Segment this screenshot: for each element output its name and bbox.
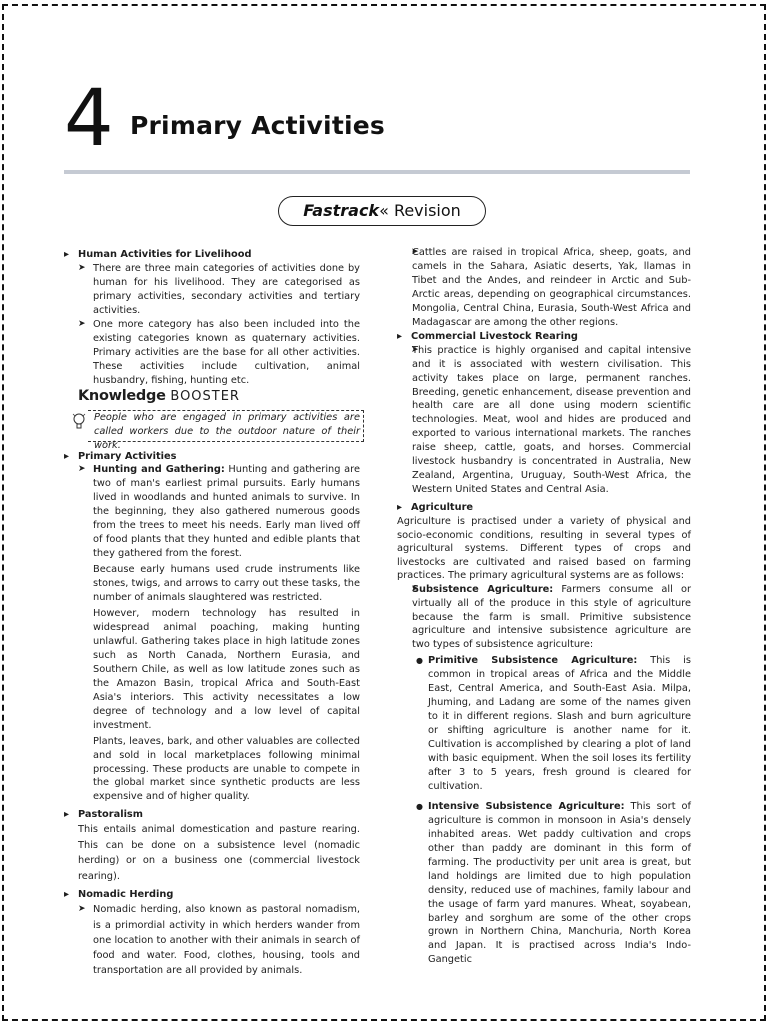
- sub-point: ➤ There are three main categories of activities done by human for his livelihood. They are categorised as primary activities, secondary activities and tertiary activities.: [64, 262, 360, 318]
- bullet-text: This is common in tropical areas of Africa and the Middle East, Central America, and South-East Asia. Milpa, Jhuming, and Ladang are some of the names given to it in different regions. Slash and burn agriculture or shifting agriculture is another name for it. Cultivation is accomplished by clearing a plot of land with basic equipment. When the soil loses its fertility after 3 to 5 years, fresh ground is cleared for cultivation.: [428, 655, 692, 792]
- bulb-icon: [72, 412, 86, 432]
- sub-point: ➤ Cattles are raised in tropical Africa, sheep, goats, and camels in the Sahara, Asiatic deserts, Yak, llamas in Tibet and the Andes, and reindeer in Arctic and Sub-Arctic areas, depending on geographical circumstances. Mongolia, Central China, Eurasia, South-West Africa and Madagascar are among the other regions.: [397, 246, 691, 330]
- sub-point-hunting: [64, 463, 360, 561]
- bullet-primitive: [397, 654, 691, 794]
- paragraph: Because early humans used crude instruments like stones, twigs, and arrows to carry out these tasks, the number of animals slaughtered was restricted.: [93, 564, 360, 604]
- sub-point-text: Farmers consume all or virtually all of the produce in this style of agriculture because the farm is small. Primitive subsistence agriculture and intensive subsistence agriculture are two types of subsistence agriculture:: [412, 583, 691, 651]
- lead-label: Primitive Subsistence Agriculture:: [428, 655, 638, 667]
- knowledge-booster-text: People who are engaged in primary activities are called workers due to the outdoor nature of their work.: [94, 411, 360, 451]
- sub-point: ➤ One more category has also been included into the existing categories known as quaternary activities. Primary activities are the base for all other activities. These activities include cultivation, animal husbandry, fishing, hunting etc.: [64, 318, 360, 388]
- banner-label: Revision: [393, 201, 461, 220]
- lead-label: Subsistence Agriculture:: [412, 583, 554, 595]
- lead-label: Hunting and Gathering:: [93, 464, 225, 476]
- paragraph: Plants, leaves, bark, and other valuables are collected and sold in local marketplaces following minimal processing. These products are unable to compete in the global market since synthetic products are less expensive and of higher quality.: [93, 735, 360, 803]
- paragraph: Agriculture is practised under a variety of physical and socio-economic conditions, resulting in several types of agricultural systems. Different types of crops and livestocks are cultivated and raised based on farming practices. The primary agricultural systems are as follows:: [397, 516, 691, 582]
- paragraph: This entails animal domestication and pasture rearing. This can be done on a subsistence level (nomadic herding) or on a business one (commercial livestock rearing).: [78, 824, 360, 882]
- paragraph: However, modern technology has resulted in widespread animal poaching, making hunting unlawful. Gathering takes place in high latitude zones such as North Canada, Northern Eurasia, and Southern Chile, as well as low latitude zones such as the Amazon Basin, tropical Africa and South-East Asia's interiors. This activity necessitates a low degree of technology and a low level of capital investment.: [93, 608, 360, 731]
- heading-primary-activities: ▸ Primary Activities: [64, 450, 360, 464]
- title-rule: [64, 170, 690, 174]
- sub-point: ➤ Nomadic herding, also known as pastoral nomadism, is a primordial activity in which herders wander from one location to another with their animals in search of food and water. Food, clothes, housing, tools and transportation are all provided by animals.: [64, 902, 360, 978]
- left-column: [64, 246, 360, 979]
- chapter-title: Primary Activities: [130, 111, 385, 140]
- lead-label: Intensive Subsistence Agriculture:: [428, 800, 625, 812]
- knowledge-booster-title: [78, 387, 240, 404]
- kb-title-main: Knowledge: [78, 387, 166, 404]
- heading-commercial-livestock: ▸ Commercial Livestock Rearing: [397, 330, 691, 344]
- heading-nomadic-herding: ▸ Nomadic Herding: [64, 888, 360, 902]
- sub-point-text: Hunting and gathering are two of man's earliest primal pursuits. Early humans lived in woodlands and hunted animals to survive. In the beginning, they also gathered numerous goods from the trees to meet his needs. Early man lived off of food plants that they hunted and edible plants that they gathered from the forest.: [93, 464, 360, 560]
- chapter-number: 4: [64, 74, 114, 164]
- heading-human-activities: ▸ Human Activities for Livelihood: [64, 248, 360, 262]
- sub-point-subsistence: [397, 583, 691, 653]
- sub-point: ➤ This practice is highly organised and capital intensive and it is associated with western civilisation. This activity takes place on large, permanent ranches. Breeding, genetic enhancement, disease prevention and health care are all done using modern scientific technologies. Meat, wool and hides are produced and exported to various international markets. The ranches raise sheep, cattle, goats, and horses. Commercial livestock husbandry is concentrated in Australia, New Zealand, Argentina, Uruguay, South-West Africa, the Western United States and Central Asia.: [397, 344, 691, 497]
- heading-agriculture: ▸ Agriculture: [397, 501, 691, 515]
- heading-pastoralism: ▸ Pastoralism: [64, 808, 360, 822]
- bullet-intensive: [397, 800, 691, 967]
- kb-title-booster: BOOSTER: [170, 388, 240, 404]
- knowledge-booster: [78, 387, 360, 451]
- right-column: [397, 246, 691, 967]
- bullet-text: This sort of agriculture is common in monsoon in Asia's densely inhabited areas. Wet paddy cultivation and crops other than paddy are dominant in this form of farming. The productivity per unit area is great, but land holdings are limited due to high population density, reduced use of machines, family labour and the usage of farm yard manures. Wheat, soyabean, barley and sorghum are some of the other crops grown in Northern China, Manchuria, North Korea and Japan. It is practised across India's Indo-Gangetic: [428, 800, 691, 966]
- fastrack-revision-banner: Fastrack« Revision: [278, 196, 486, 226]
- banner-brand: Fastrack: [303, 201, 380, 220]
